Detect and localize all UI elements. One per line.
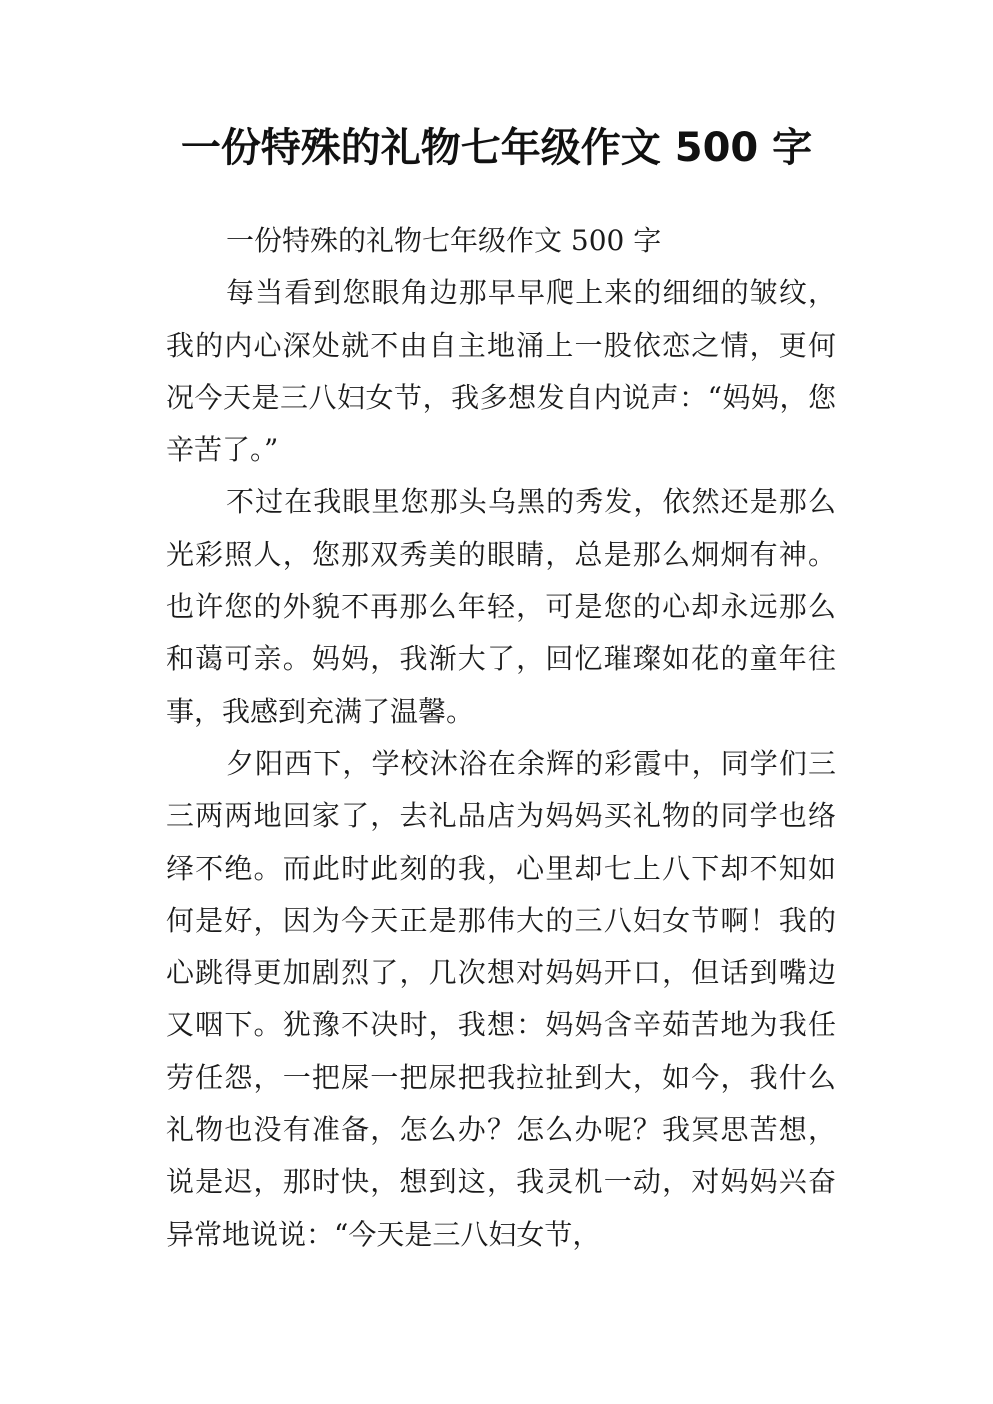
paragraph-subtitle: 一份特殊的礼物七年级作文 500 字	[226, 224, 662, 257]
document-body	[166, 215, 836, 1261]
document-title: 一份特殊的礼物七年级作文 500 字	[180, 125, 813, 171]
paragraph-3: 夕阳西下，学校沐浴在余辉的彩霞中，同学们三三两两地回家了，去礼品店为妈妈买礼物的同学也络绎不绝。而此时此刻的我，心里却七上八下却不知如何是好，因为今天正是那伟大的三八妇女节啊！我的心跳得更加剧烈了，几次想对妈妈开口，但话到嘴边又咽下。犹豫不决时，我想：妈妈含辛茹苦地为我任劳任怨，一把屎一把尿把我拉扯到大，如今，我什么礼物也没有准备，怎么办？怎么办呢？我冥思苦想，说是迟，那时快，想到这，我灵机一动，对妈妈兴奋异常地说说：“今天是三八妇女节，	[166, 746, 836, 1251]
paragraph-2: 不过在我眼里您那头乌黑的秀发，依然还是那么光彩照人，您那双秀美的眼睛，总是那么炯炯有神。也许您的外貌不再那么年轻，可是您的心却永远那么和蔼可亲。妈妈，我渐大了，回忆璀璨如花的童年往事，我感到充满了温馨。	[166, 485, 836, 728]
paragraph-1: 每当看到您眼角边那早早爬上来的细细的皱纹，我的内心深处就不由自主地涌上一股依恋之情，更何况今天是三八妇女节，我多想发自内说声：“妈妈，您辛苦了。”	[166, 276, 836, 467]
